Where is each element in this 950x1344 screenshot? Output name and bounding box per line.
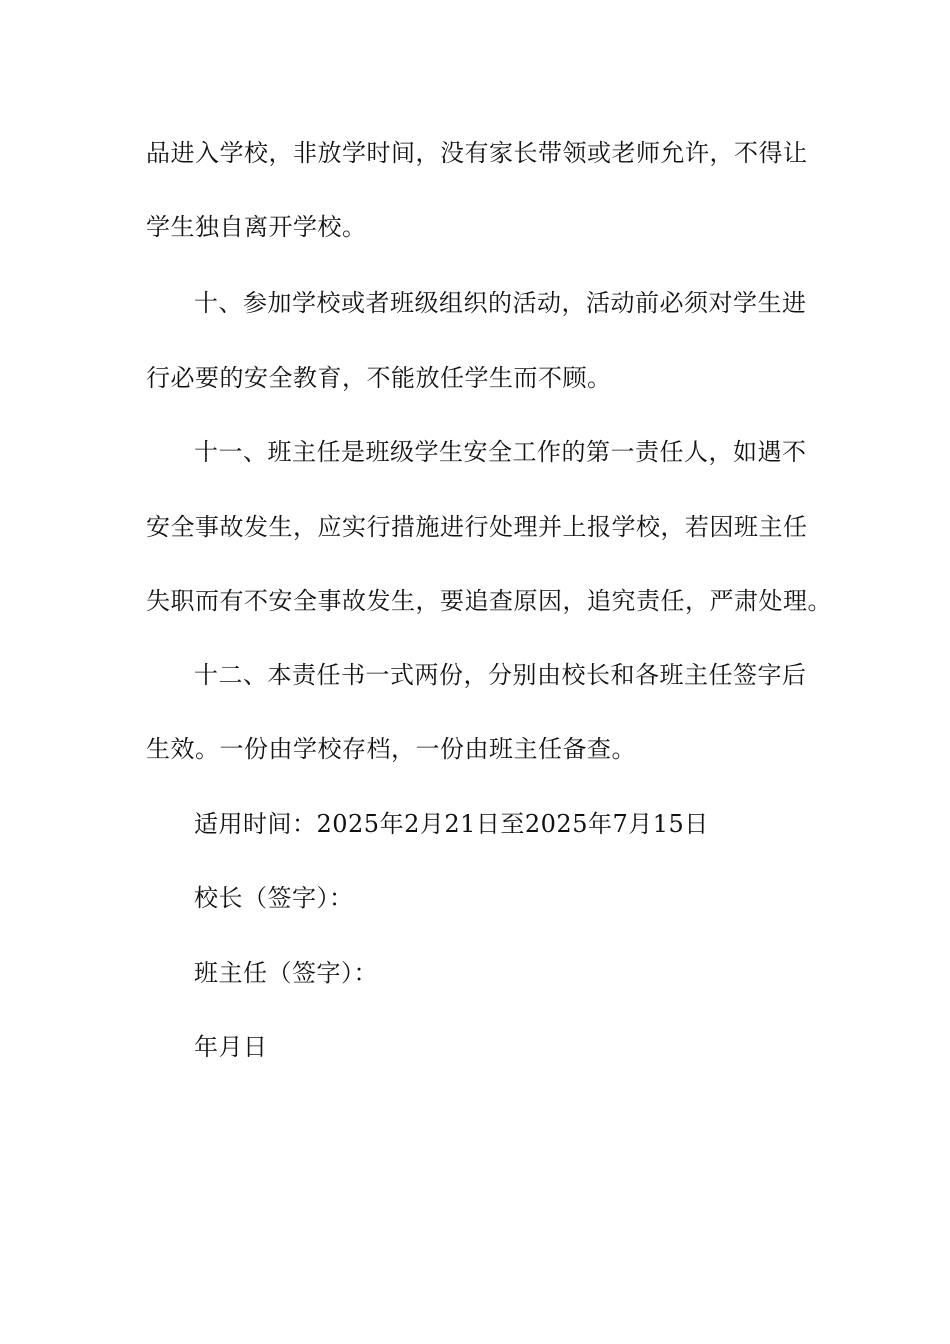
clause-11-line-3: 失职而有不安全事故发生，要追查原因，追究责任，严肃处理。 (146, 587, 832, 615)
clause-10-line-2: 行必要的安全教育，不能放任学生而不顾。 (146, 364, 612, 392)
paragraph-9-line-3: 学生独自离开学校。 (146, 213, 367, 241)
paragraph-9-line-2: 品进入学校，非放学时间，没有家长带领或老师允许，不得让 (146, 139, 808, 167)
teacher-signature-label: 班主任（签字）： (194, 959, 378, 987)
clause-12-line-1: 十二、本责任书一式两份，分别由校长和各班主任签字后 (194, 661, 807, 689)
date-label: 年月日 (194, 1033, 268, 1061)
validity-period: 适用时间：2025年2月21日至2025年7月15日 (194, 810, 709, 838)
clause-12-line-2: 生效。一份由学校存档，一份由班主任备查。 (146, 735, 636, 763)
clause-11-line-1: 十一、班主任是班级学生安全工作的第一责任人，如遇不 (194, 438, 807, 466)
clause-11-line-2: 安全事故发生，应实行措施进行处理并上报学校，若因班主任 (146, 513, 808, 541)
principal-signature-label: 校长（签字）： (194, 884, 354, 912)
clause-10-line-1: 十、参加学校或者班级组织的活动，活动前必须对学生进 (194, 289, 807, 317)
